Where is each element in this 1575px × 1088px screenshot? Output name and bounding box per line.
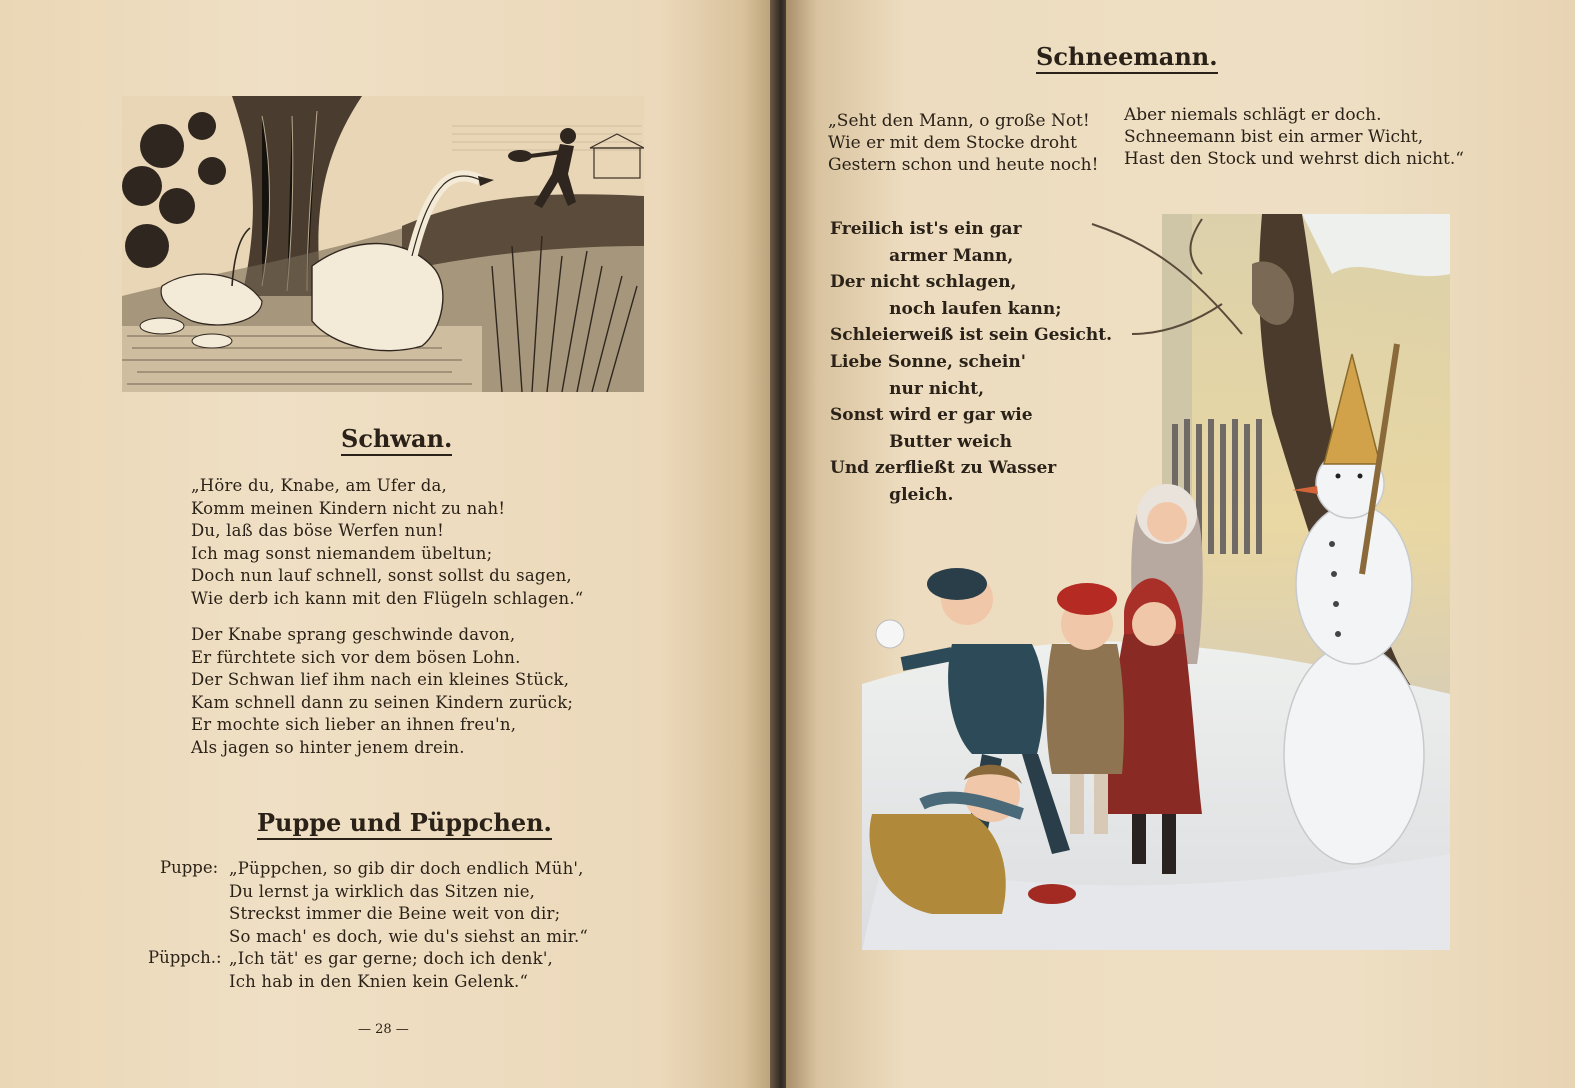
puppe-title: Puppe und Püppchen.	[257, 808, 552, 840]
snowman-illustration	[862, 214, 1450, 950]
schneemann-verse: Freilich ist's ein gar armer Mann, Der nicht schlagen, noch laufen kann; Schleierweiß ist sein Gesicht. Liebe Sonne, schein' nur nicht, Sonst wird er gar wie Butter weich Und zerfließt zu Wasser gleich.	[830, 219, 1113, 505]
schneemann-stanza-col2: Aber niemals schlägt er doch. Schneemann bist ein armer Wicht, Hast den Stock und wehrst dich nicht.“	[1124, 105, 1464, 169]
speaker-puppe: Puppe:	[160, 858, 219, 877]
left-page	[0, 0, 774, 1088]
schwan-stanza-1: „Höre du, Knabe, am Ufer da, Komm meinen Kindern nicht zu nah! Du, laß das böse Werfen nun! Ich mag sonst niemandem übeltun; Doch nun lauf schnell, sonst sollst du sagen, Wie derb ich kann mit den Flügeln schlagen.“	[191, 476, 584, 608]
puppchen-lines: „Ich tät' es gar gerne; doch ich denk', Ich hab in den Knien kein Gelenk.“	[229, 949, 554, 991]
schneemann-stanza-col1: „Seht den Mann, o große Not! Wie er mit dem Stocke droht Gestern schon und heute noch!	[828, 111, 1099, 175]
page-number: — 28 —	[358, 1022, 409, 1037]
schneemann-title: Schneemann.	[1036, 42, 1218, 74]
schwan-title: Schwan.	[341, 424, 452, 456]
puppe-lines: „Püppchen, so gib dir doch endlich Müh', Du lernst ja wirklich das Sitzen nie, Streckst immer die Beine weit von dir; So mach' es doch, wie du's siehst an mir.“	[229, 859, 589, 946]
speaker-puppchen: Püppch.:	[148, 948, 222, 967]
swan-engraving	[122, 96, 644, 392]
schwan-stanza-2: Der Knabe sprang geschwinde davon, Er fürchtete sich vor dem bösen Lohn. Der Schwan lief ihm nach ein kleines Stück, Kam schnell dann zu seinen Kindern zurück; Er mochte sich lieber an ihnen freu'n, Als jagen so hinter jenem drein.	[191, 625, 574, 757]
